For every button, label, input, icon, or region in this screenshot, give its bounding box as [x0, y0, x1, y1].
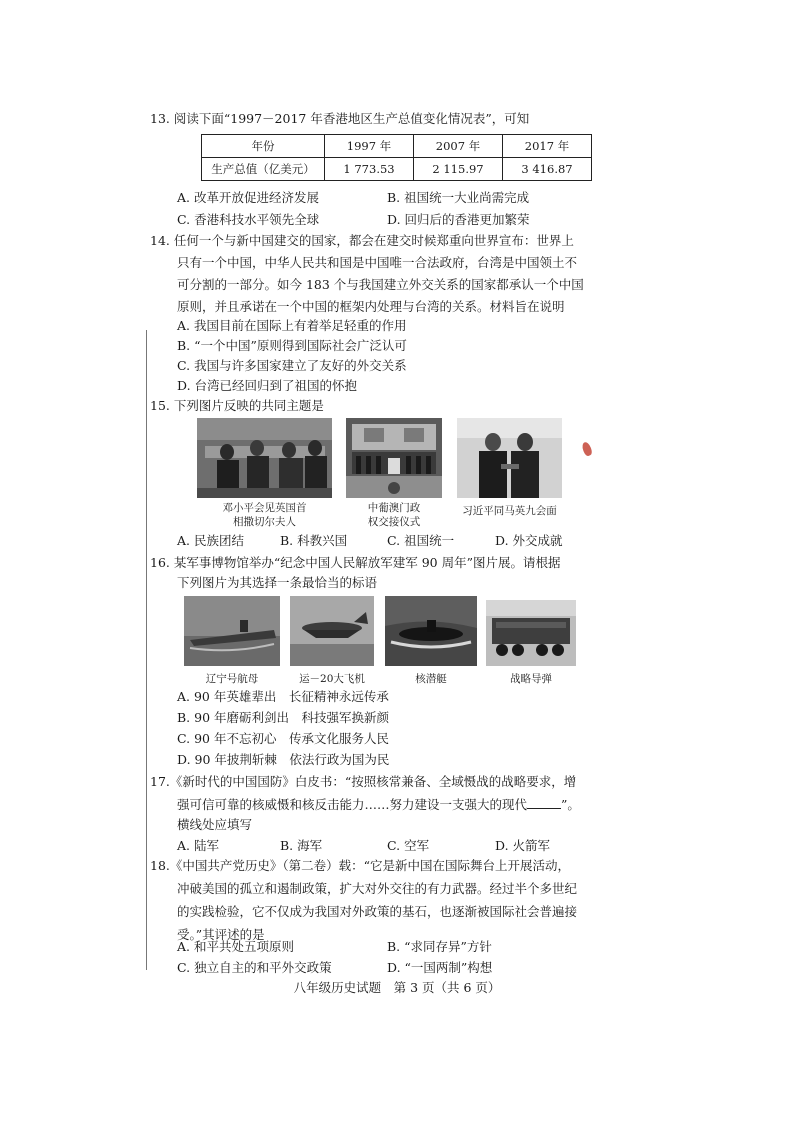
photo-strategic-missile — [486, 600, 576, 666]
q14-line-2: 只有一个中国，中华人民共和国是中国唯一合法政府，台湾是中国领土不 — [177, 255, 578, 270]
q17-line-3: 横线处应填写 — [177, 817, 253, 832]
q17-line-1: 17.《新时代的中国国防》白皮书：“按照核常兼备、全域慑战的战略要求，增 — [150, 774, 577, 789]
photo-xi-ma-meeting — [457, 418, 562, 498]
q14-option-d[interactable]: D. 台湾已经回归到了祖国的怀抱 — [177, 378, 358, 393]
q17-line-2 — [177, 796, 580, 813]
q17-option-b[interactable]: B. 海军 — [280, 838, 323, 853]
q13-option-c[interactable]: C. 香港科技水平领先全球 — [177, 212, 320, 227]
table-row — [202, 158, 592, 181]
q13-option-b[interactable]: B. 祖国统一大业尚需完成 — [387, 190, 530, 205]
q14-line-1: 14. 任何一个与新中国建交的国家，都会在建交时候郑重向世界宣布：世界上 — [150, 233, 574, 248]
q14-option-b[interactable]: B. “一个中国”原则得到国际社会广泛认可 — [177, 338, 407, 353]
table-header-cell: 年份 — [202, 135, 325, 158]
q16-option-b[interactable]: B. 90 年磨砺利剑出 科技强军换新颜 — [177, 710, 390, 725]
photo-y20-plane — [290, 596, 374, 666]
q17-option-d[interactable]: D. 火箭军 — [495, 838, 551, 853]
q13-option-a[interactable]: A. 改革开放促进经济发展 — [177, 190, 319, 205]
table-row — [202, 135, 592, 158]
table-header-cell: 2007 年 — [414, 135, 503, 158]
table-cell: 1 773.53 — [325, 158, 414, 181]
table-cell: 生产总值（亿美元） — [202, 158, 325, 181]
photo-caption: 习近平同马英九会面 — [462, 505, 557, 517]
q17-line-2-end: ”。 — [561, 797, 580, 812]
q18-option-c[interactable]: C. 独立自主的和平外交政策 — [177, 960, 332, 975]
answer-blank[interactable] — [527, 796, 561, 809]
photo-caption: 相撒切尔夫人 — [233, 516, 296, 528]
q14-option-c[interactable]: C. 我国与许多国家建立了友好的外交关系 — [177, 358, 407, 373]
q18-line-1: 18.《中国共产党历史》（第二卷）载：“它是新中国在国际舞台上开展活动， — [150, 858, 571, 873]
photo-aircraft-carrier — [184, 596, 280, 666]
q16-option-a[interactable]: A. 90 年英雄辈出 长征精神永远传承 — [177, 689, 389, 704]
q18-line-2: 冲破美国的孤立和遏制政策，扩大对外交往的有力武器。经过半个多世纪 — [177, 881, 578, 896]
photo-caption: 权交接仪式 — [367, 516, 421, 528]
q16-line-2: 下列图片为其选择一条最恰当的标语 — [177, 575, 378, 590]
q18-option-d[interactable]: D. “一国两制”构想 — [387, 960, 493, 975]
q15-option-a[interactable]: A. 民族团结 — [177, 533, 244, 548]
page-footer: 八年级历史试题 第 3 页（共 6 页） — [293, 980, 501, 995]
photo-caption: 核潜艇 — [415, 673, 447, 685]
q18-line-4: 受。”其评述的是 — [177, 927, 265, 942]
q18-option-b[interactable]: B. “求同存异”方针 — [387, 939, 492, 954]
photo-caption: 运－20大飞机 — [299, 673, 365, 685]
q16-option-d[interactable]: D. 90 年披荆斩棘 依法行政为国为民 — [177, 752, 390, 767]
q16-line-1: 16. 某军事博物馆举办“纪念中国人民解放军建军 90 周年”图片展。请根据 — [150, 555, 561, 570]
table-cell: 3 416.87 — [503, 158, 592, 181]
q15-option-c[interactable]: C. 祖国统一 — [387, 533, 455, 548]
q17-option-a[interactable]: A. 陆军 — [177, 838, 219, 853]
table-header-cell: 1997 年 — [325, 135, 414, 158]
photo-deng-thatcher — [197, 418, 332, 498]
photo-submarine — [385, 596, 477, 666]
photo-caption: 中葡澳门政 — [367, 502, 421, 514]
q16-option-c[interactable]: C. 90 年不忘初心 传承文化服务人民 — [177, 731, 389, 746]
photo-caption: 辽宁号航母 — [205, 673, 259, 685]
q18-line-3: 的实践检验，它不仅成为我国对外政策的基石，也逐渐被国际社会普遍接 — [177, 904, 578, 919]
margin-line — [146, 330, 147, 970]
q15-option-b[interactable]: B. 科教兴国 — [280, 533, 348, 548]
q17-option-c[interactable]: C. 空军 — [387, 838, 430, 853]
photo-caption: 战略导弹 — [510, 673, 552, 685]
q13-option-d[interactable]: D. 回归后的香港更加繁荣 — [387, 212, 530, 227]
q14-line-4: 原则，并且承诺在一个中国的框架内处理与台湾的关系。材料旨在说明 — [177, 299, 565, 314]
q15-stem: 15. 下列图片反映的共同主题是 — [150, 398, 324, 413]
photo-macau-handover — [346, 418, 442, 498]
gdp-table — [201, 134, 592, 181]
ink-mark — [581, 441, 593, 457]
q13-stem: 13. 阅读下面“1997－2017 年香港地区生产总值变化情况表”，可知 — [150, 111, 530, 126]
table-cell: 2 115.97 — [414, 158, 503, 181]
q14-option-a[interactable]: A. 我国目前在国际上有着举足轻重的作用 — [177, 318, 407, 333]
q18-option-a[interactable]: A. 和平共处五项原则 — [177, 939, 294, 954]
photo-caption: 邓小平会见英国首 — [222, 502, 307, 514]
q15-option-d[interactable]: D. 外交成就 — [495, 533, 563, 548]
q17-line-2-text: 强可信可靠的核威慑和核反击能力……努力建设一支强大的现代 — [177, 797, 528, 812]
table-header-cell: 2017 年 — [503, 135, 592, 158]
q14-line-3: 可分割的一部分。如今 183 个与我国建立外交关系的国家都承认一个中国 — [177, 277, 584, 292]
